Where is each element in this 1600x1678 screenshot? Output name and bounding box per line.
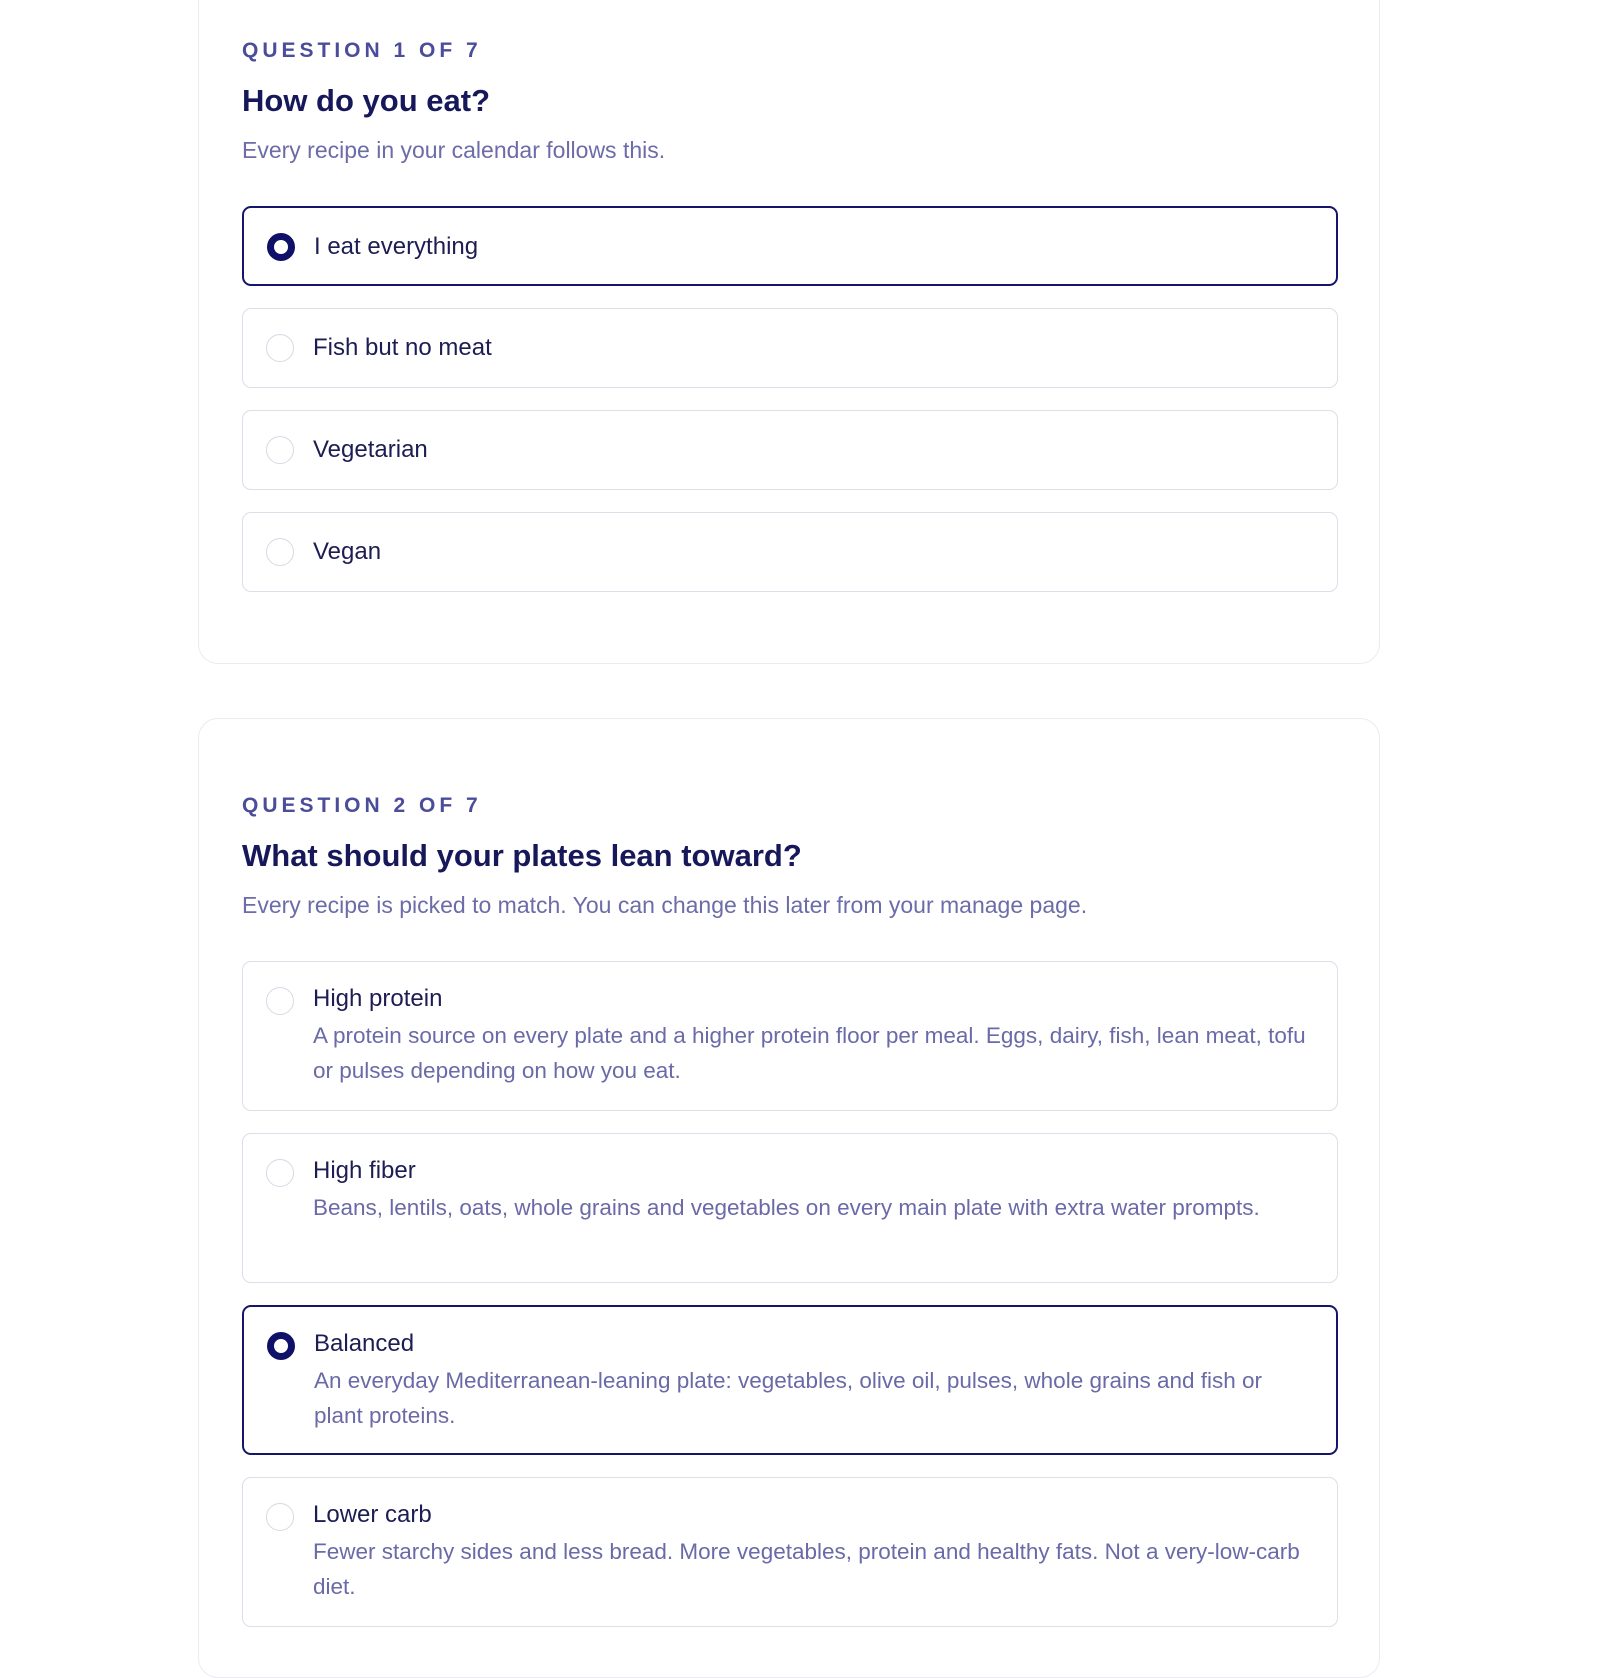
option-description: A protein source on every plate and a higher protein floor per meal. Eggs, dairy, fish, lean meat, tofu or pulses depending on how you eat. bbox=[313, 1023, 1306, 1083]
option-label: Vegan bbox=[313, 538, 382, 565]
option-balanced[interactable] bbox=[242, 1305, 1338, 1455]
question-subtitle: Every recipe is picked to match. You can change this later from your manage page. bbox=[242, 892, 1088, 918]
question-subtitle: Every recipe in your calendar follows this. bbox=[242, 137, 666, 163]
radio-selected-icon[interactable] bbox=[267, 233, 295, 261]
option-label: High fiber bbox=[313, 1157, 416, 1184]
option-label: Fish but no meat bbox=[313, 334, 492, 361]
option-label: High protein bbox=[313, 985, 443, 1012]
option-label: Balanced bbox=[314, 1330, 415, 1357]
option-high-protein[interactable] bbox=[242, 961, 1338, 1111]
radio-empty-icon[interactable] bbox=[266, 436, 294, 464]
radio-empty-icon[interactable] bbox=[266, 1159, 294, 1187]
option-i-eat-everything[interactable] bbox=[242, 206, 1338, 286]
option-lower-carb[interactable] bbox=[242, 1477, 1338, 1627]
option-description: An everyday Mediterranean-leaning plate: vegetables, olive oil, pulses, whole grains and fish or plant proteins. bbox=[314, 1368, 1263, 1428]
option-vegan[interactable] bbox=[242, 512, 1338, 592]
question-title: What should your plates lean toward? bbox=[242, 838, 802, 873]
radio-empty-icon[interactable] bbox=[266, 334, 294, 362]
radio-empty-icon[interactable] bbox=[266, 1503, 294, 1531]
option-label: Lower carb bbox=[313, 1501, 432, 1528]
question-card-2 bbox=[198, 718, 1380, 1678]
plate-focus-options bbox=[242, 961, 1336, 1627]
option-label: Vegetarian bbox=[313, 436, 428, 463]
question-title: How do you eat? bbox=[242, 83, 490, 118]
option-description: Beans, lentils, oats, whole grains and vegetables on every main plate with extra water prompts. bbox=[313, 1195, 1260, 1220]
option-vegetarian[interactable] bbox=[242, 410, 1338, 490]
option-label: I eat everything bbox=[314, 233, 479, 260]
radio-empty-icon[interactable] bbox=[266, 987, 294, 1015]
radio-selected-icon[interactable] bbox=[267, 1332, 295, 1360]
question-counter: QUESTION 2 OF 7 bbox=[242, 794, 482, 817]
radio-empty-icon[interactable] bbox=[266, 538, 294, 566]
option-fish-but-no-meat[interactable] bbox=[242, 308, 1338, 388]
option-high-fiber[interactable] bbox=[242, 1133, 1338, 1283]
option-description: Fewer starchy sides and less bread. More vegetables, protein and healthy fats. Not a very-low-carb diet. bbox=[313, 1539, 1300, 1599]
question-card-1 bbox=[198, 0, 1380, 664]
diet-options bbox=[242, 206, 1336, 592]
question-counter: QUESTION 1 OF 7 bbox=[242, 39, 482, 62]
